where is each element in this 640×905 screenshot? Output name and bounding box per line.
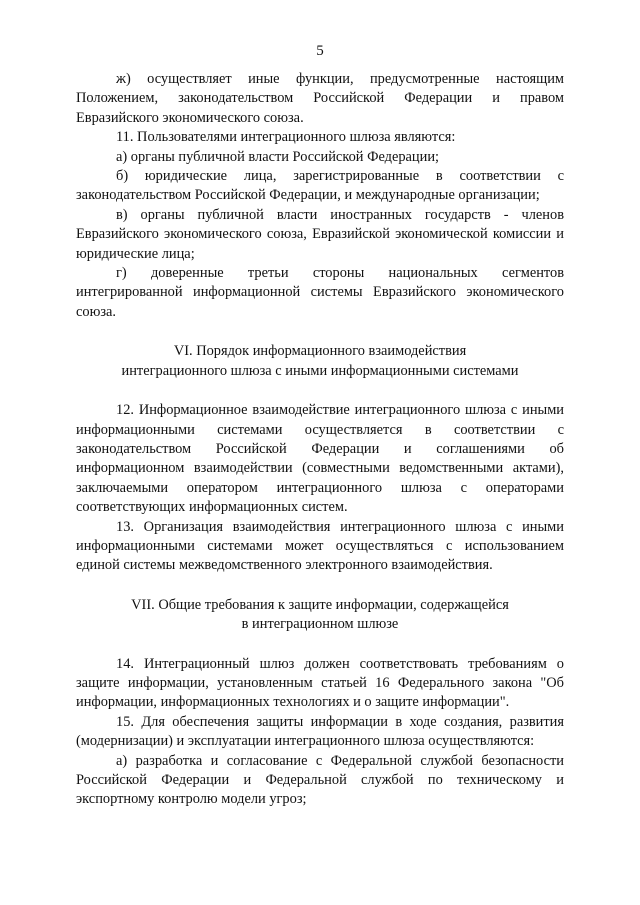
paragraph-13: 13. Организация взаимодействия интеграционного шлюза с иными информационными системами может осуществляться с использованием единой системы межведомственного электронного взаимодействия. [76,518,564,574]
paragraph-11-a: а) органы публичной власти Российской Федерации; [116,148,440,165]
paragraph-15-a: а) разработка и согласование с Федеральной службой безопасности Российской Федерации и Федеральной службой по техническому и экспортному контролю модели угроз; [76,752,564,808]
paragraph-11-users: 11. Пользователями интеграционного шлюза являются: [116,129,456,146]
section-heading-vii-line1: VII. Общие требования к защите информации, содержащейся [131,596,509,613]
paragraph-11-g: г) доверенные третьи стороны национальных сегментов интегрированной информационной системы Евразийского экономического союза. [76,265,564,320]
page-number: 5 [316,43,324,59]
section-heading-vii [76,596,564,635]
document-body [76,70,564,810]
section-heading-vii-line2: в интеграционном шлюзе [241,616,399,633]
paragraph-12: 12. Информационное взаимодействие интеграционного шлюза с иными информационными системами осуществляется в соответствии с законодательством Российской Федерации и соглашениями об информационном взаимодействии (совместными ведомственными актами), заключаемыми оператором интеграционного шлюза с операторами соответствующих информационных систем. [76,402,564,516]
section-heading-vi [76,342,564,381]
paragraph-zh-other-functions: ж) осуществляет иные функции, предусмотренные настоящим Положением, законодательством Российской Федерации и правом Евразийского экономического союза. [76,71,564,126]
paragraph-14: 14. Интеграционный шлюз должен соответствовать требованиям о защите информации, установленным статьей 16 Федерального закона "Об информации, информационных технологиях и о защите информации". [76,655,564,711]
section-heading-vi-line1: VI. Порядок информационного взаимодействия [173,343,467,360]
paragraph-11-b: б) юридические лица, зарегистрированные в соответствии с законодательством Российской Федерации, и международные организации; [76,168,564,204]
section-heading-vi-line2: интеграционного шлюза с иными информационными системами [121,362,519,379]
paragraph-15: 15. Для обеспечения защиты информации в ходе создания, развития (модернизации) и эксплуатации интеграционного шлюза осуществляются: [76,713,564,750]
paragraph-11-v: в) органы публичной власти иностранных государств - членов Евразийского экономического союза, Евразийской экономической комиссии и юридические лица; [76,206,564,262]
